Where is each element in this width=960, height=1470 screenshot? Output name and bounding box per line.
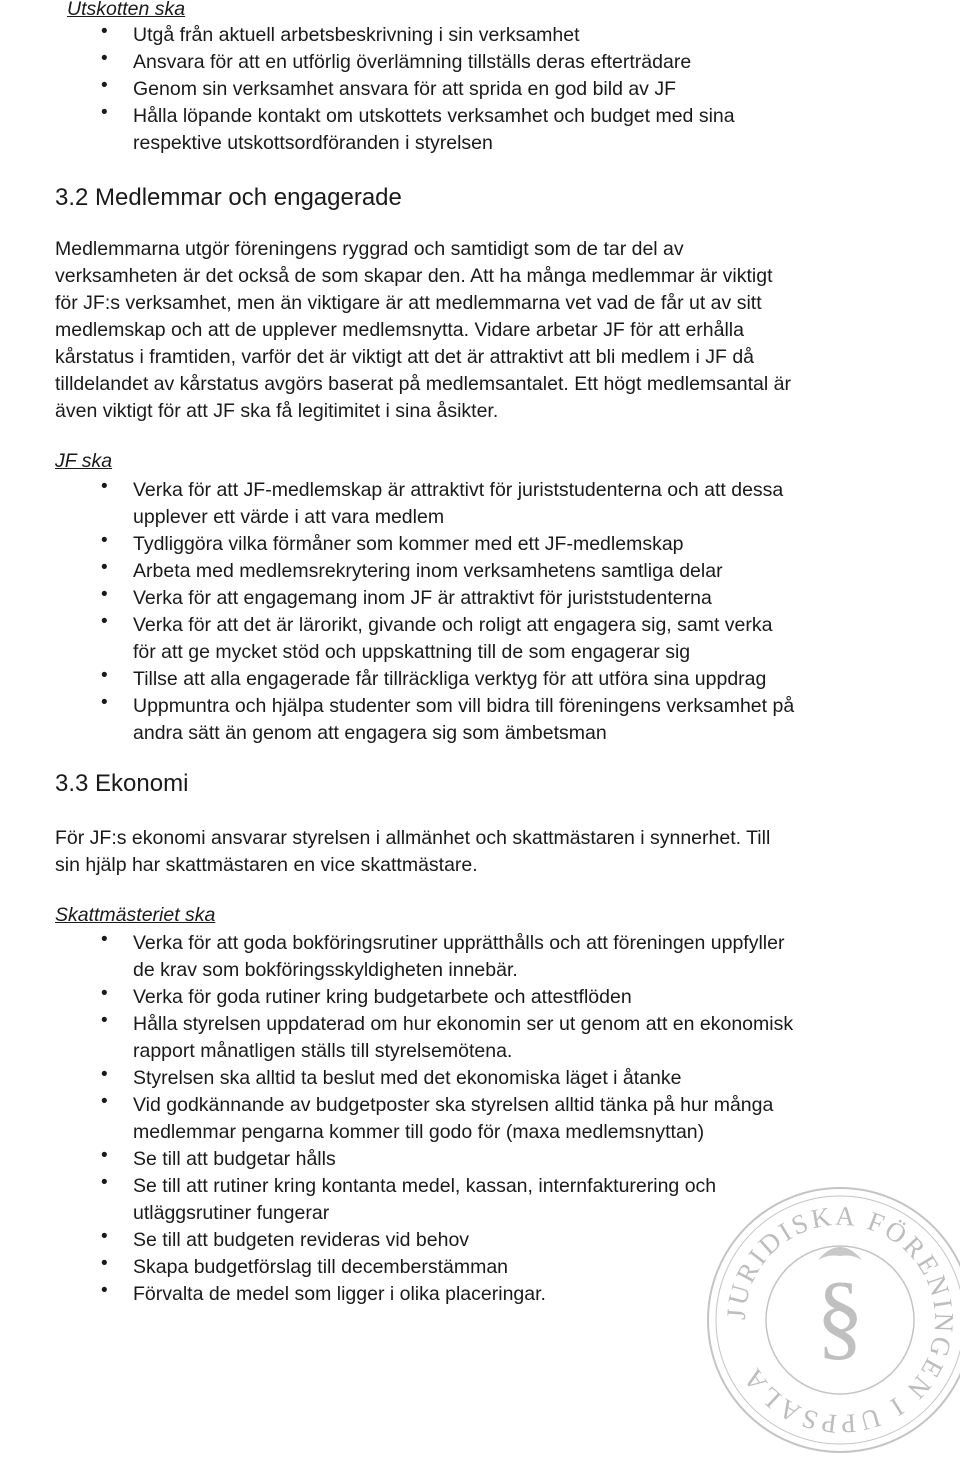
- bullet-icon: •: [101, 584, 108, 605]
- utskotten-subheading: Utskotten ska: [67, 0, 186, 20]
- paragraph-line: medlemskap och att de upplever medlemsnytta. Vidare arbetar JF för att erhålla: [55, 319, 744, 341]
- seal-text: JURIDISKA FÖRENINGEN I UPPSALA: [720, 1200, 960, 1440]
- section-3-2-heading: 3.2 Medlemmar och engagerade: [55, 184, 402, 211]
- list-item: rapport månatligen ställs till styrelsemötena.: [133, 1040, 513, 1062]
- bullet-icon: •: [101, 692, 108, 713]
- list-item: respektive utskottsordföranden i styrelsen: [133, 132, 493, 154]
- bullet-icon: •: [101, 1226, 108, 1247]
- list-item: Hålla styrelsen uppdaterad om hur ekonomin ser ut genom att en ekonomisk: [133, 1013, 794, 1035]
- list-item: Uppmuntra och hjälpa studenter som vill bidra till föreningens verksamhet på: [133, 695, 795, 717]
- list-item: andra sätt än genom att engagera sig som ämbetsman: [133, 722, 607, 744]
- paragraph-line: för JF:s verksamhet, men än viktigare är att medlemmarna vet vad de får ut av sitt: [55, 292, 762, 314]
- bullet-icon: •: [101, 102, 108, 123]
- bullet-icon: •: [101, 1010, 108, 1031]
- list-item: Ansvara för att en utförlig överlämning tillställs deras efterträdare: [133, 51, 692, 73]
- list-item: Utgå från aktuell arbetsbeskrivning i sin verksamhet: [133, 24, 580, 46]
- list-item: Se till att budgetar hålls: [133, 1148, 336, 1170]
- bullet-icon: •: [101, 929, 108, 950]
- list-item: utläggsrutiner fungerar: [133, 1202, 330, 1224]
- bullet-icon: •: [101, 1172, 108, 1193]
- bullet-icon: •: [101, 530, 108, 551]
- paragraph-line: För JF:s ekonomi ansvarar styrelsen i allmänhet och skattmästaren i synnerhet. Till: [55, 827, 771, 849]
- seal-symbol: §: [816, 1262, 864, 1369]
- bullet-icon: •: [101, 557, 108, 578]
- bullet-icon: •: [101, 611, 108, 632]
- list-item: de krav som bokföringsskyldigheten innebär.: [133, 959, 518, 981]
- bullet-icon: •: [101, 983, 108, 1004]
- list-item: Verka för att goda bokföringsrutiner upprätthålls och att föreningen uppfyller: [133, 932, 785, 954]
- seal-watermark: [690, 1170, 960, 1470]
- list-item: Hålla löpande kontakt om utskottets verksamhet och budget med sina: [133, 105, 735, 127]
- bullet-icon: •: [101, 1253, 108, 1274]
- list-item: Tillse att alla engagerade får tillräckliga verktyg för att utföra sina uppdrag: [133, 668, 767, 690]
- bullet-icon: •: [101, 1064, 108, 1085]
- list-item: Arbeta med medlemsrekrytering inom verksamhetens samtliga delar: [133, 560, 723, 582]
- bullet-icon: •: [101, 665, 108, 686]
- paragraph-line: verksamheten är det också de som skapar den. Att ha många medlemmar är viktigt: [55, 265, 773, 287]
- list-item: upplever ett värde i att vara medlem: [133, 506, 445, 528]
- bullet-icon: •: [101, 1280, 108, 1301]
- bullet-icon: •: [101, 75, 108, 96]
- list-item: Verka för goda rutiner kring budgetarbete och attestflöden: [133, 986, 632, 1008]
- bullet-icon: •: [101, 21, 108, 42]
- section-3-3-heading: 3.3 Ekonomi: [55, 770, 189, 797]
- bullet-icon: •: [101, 1091, 108, 1112]
- paragraph-line: även viktigt för att JF ska få legitimitet i sina åsikter.: [55, 400, 499, 422]
- list-item: Se till att rutiner kring kontanta medel, kassan, internfakturering och: [133, 1175, 717, 1197]
- paragraph-line: kårstatus i framtiden, varför det är viktigt att det är attraktivt att bli medlem i JF då: [55, 346, 755, 368]
- list-item: Förvalta de medel som ligger i olika placeringar.: [133, 1283, 546, 1305]
- skattmasteriet-subheading: Skattmästeriet ska: [55, 904, 216, 926]
- list-item: Verka för att engagemang inom JF är attraktivt för juriststudenterna: [133, 587, 712, 609]
- paragraph-line: tilldelandet av kårstatus avgörs baserat på medlemsantalet. Ett högt medlemsantal är: [55, 373, 791, 395]
- list-item: Styrelsen ska alltid ta beslut med det ekonomiska läget i åtanke: [133, 1067, 682, 1089]
- list-item: för att ge mycket stöd och uppskattning till de som engagerar sig: [133, 641, 691, 663]
- bullet-icon: •: [101, 476, 108, 497]
- seal-crown-icon: [818, 1247, 862, 1260]
- list-item: Vid godkännande av budgetposter ska styrelsen alltid tänka på hur många: [133, 1094, 774, 1116]
- list-item: Verka för att JF-medlemskap är attraktivt för juriststudenterna och att dessa: [133, 479, 784, 501]
- paragraph-line: sin hjälp har skattmästaren en vice skattmästare.: [55, 854, 478, 876]
- list-item: Skapa budgetförslag till decemberstämman: [133, 1256, 509, 1278]
- list-item: Genom sin verksamhet ansvara för att sprida en god bild av JF: [133, 78, 677, 100]
- list-item: Tydliggöra vilka förmåner som kommer med ett JF-medlemskap: [133, 533, 684, 555]
- list-item: medlemmar pengarna kommer till godo för (maxa medlemsnyttan): [133, 1121, 705, 1143]
- paragraph-line: Medlemmarna utgör föreningens ryggrad och samtidigt som de tar del av: [55, 238, 684, 260]
- list-item: Se till att budgeten revideras vid behov: [133, 1229, 470, 1251]
- bullet-icon: •: [101, 48, 108, 69]
- jf-subheading: JF ska: [55, 450, 113, 472]
- list-item: Verka för att det är lärorikt, givande och roligt att engagera sig, samt verka: [133, 614, 773, 636]
- bullet-icon: •: [101, 1145, 108, 1166]
